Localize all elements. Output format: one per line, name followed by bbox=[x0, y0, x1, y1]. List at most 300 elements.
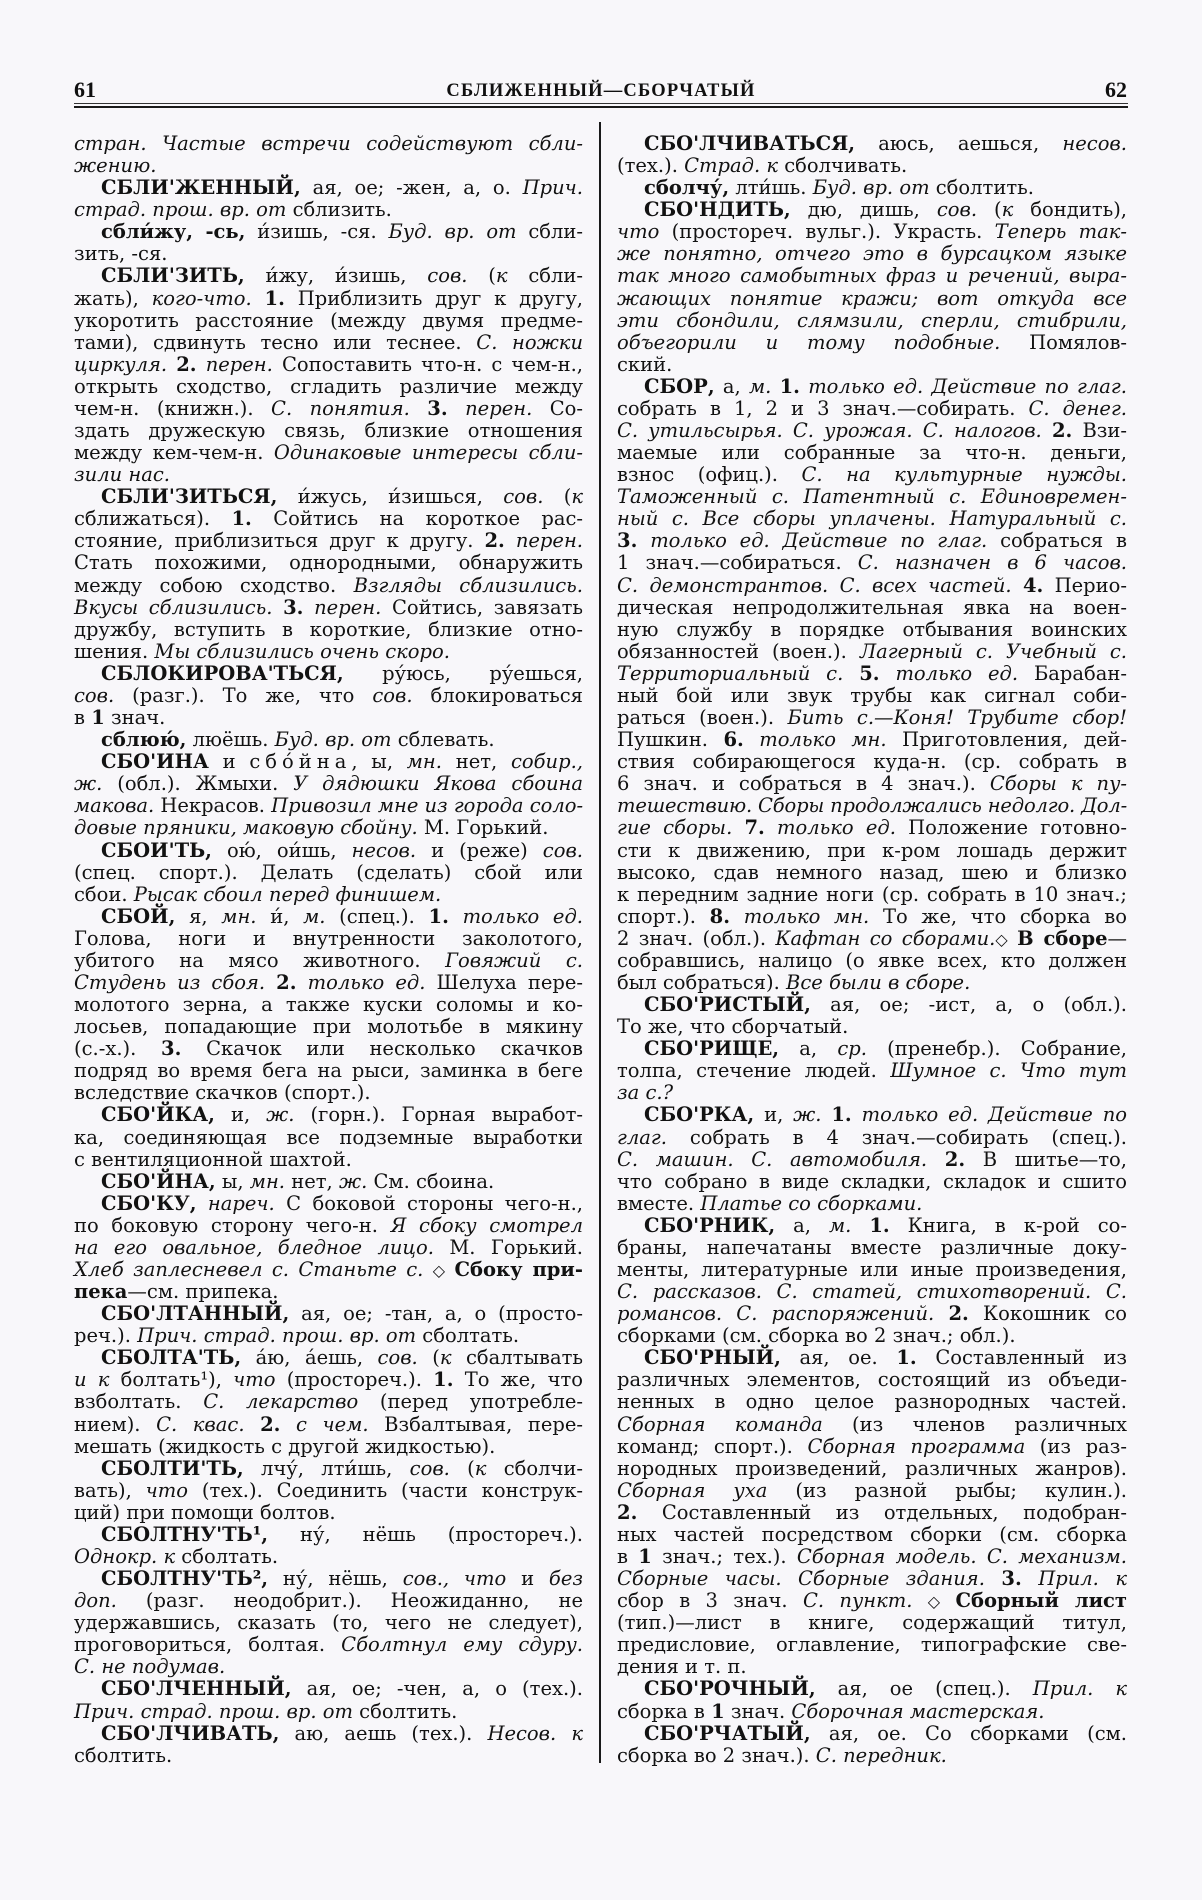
italic-text: С. понятия. bbox=[271, 396, 410, 420]
regular-text: Голова, ноги и внутренности заколотого, bbox=[74, 926, 583, 950]
regular-text: (с.-х.). bbox=[74, 1037, 162, 1061]
text-line bbox=[74, 1259, 583, 1281]
regular-text: ( bbox=[417, 1346, 440, 1370]
regular-text: ненных в одно целое разнородных частей. bbox=[617, 1390, 1128, 1414]
regular-text: здать дружескую связь, близкие отношения bbox=[74, 419, 583, 443]
regular-text: зить, -ся. bbox=[74, 242, 168, 266]
line-content bbox=[101, 1302, 583, 1325]
regular-text bbox=[730, 905, 744, 928]
bold-text: 1. bbox=[869, 1213, 890, 1237]
regular-text: болтать¹), bbox=[109, 1368, 234, 1392]
regular-text: что собрано в виде складки, складок и сшито bbox=[617, 1169, 1127, 1193]
regular-text: (горн.). Горная выработ- bbox=[294, 1103, 584, 1127]
entry-start-line bbox=[617, 376, 1127, 398]
text-line bbox=[617, 1060, 1127, 1082]
bold-text: 1. bbox=[428, 904, 449, 928]
bold-text: сблюю́, bbox=[101, 728, 187, 752]
page-number-left: 61 bbox=[74, 77, 96, 102]
text-line bbox=[74, 1237, 583, 1259]
italic-text: Буд. вр. от bbox=[274, 728, 392, 752]
line-content bbox=[74, 242, 167, 265]
bold-text: СБО'ЛТАННЫЙ, bbox=[101, 1302, 290, 1326]
regular-text bbox=[637, 529, 650, 552]
line-content bbox=[617, 353, 672, 376]
text-line bbox=[74, 420, 583, 442]
regular-text: с вентиляционной шахтой. bbox=[74, 1147, 352, 1171]
italic-text: ж. bbox=[338, 1169, 368, 1193]
text-line bbox=[74, 685, 583, 707]
line-content bbox=[617, 1192, 922, 1215]
text-line bbox=[617, 398, 1127, 420]
italic-text: Буд. вр. от bbox=[388, 220, 517, 244]
text-line bbox=[617, 1502, 1127, 1524]
line-content bbox=[101, 1346, 583, 1369]
text-line bbox=[74, 1149, 583, 1171]
italic-text: Бить с.—Коня! Трубите сбор! bbox=[787, 706, 1128, 730]
italic-text: Буд. вр. от bbox=[812, 176, 930, 200]
regular-text: , ы, bbox=[351, 750, 407, 774]
line-content bbox=[101, 1457, 583, 1480]
entry-start-line bbox=[74, 729, 583, 751]
line-content bbox=[74, 309, 583, 332]
line-content bbox=[101, 1722, 583, 1745]
italic-text: с чем. bbox=[296, 1412, 369, 1436]
line-content bbox=[617, 1523, 1127, 1546]
text-line bbox=[617, 1082, 1127, 1104]
bold-text: пека bbox=[74, 1280, 128, 1304]
line-content bbox=[101, 1103, 583, 1126]
regular-text: 6 знач. и собраться в 4 знач.). bbox=[617, 772, 990, 796]
bold-text: СБО'ЛЧИВАТЬ, bbox=[101, 1721, 280, 1745]
italic-text: м. bbox=[748, 374, 772, 398]
bold-text: Сбоку при- bbox=[454, 1257, 583, 1281]
line-content bbox=[74, 706, 165, 729]
regular-text: Стать похожими, однородными, обнаружить bbox=[74, 551, 583, 575]
running-head: СБЛИЖЕННЫЙ—СБОРЧАТЫЙ bbox=[446, 81, 756, 101]
regular-text: вследствие скачков (спорт.). bbox=[74, 1081, 371, 1105]
regular-text: М. Горький. bbox=[433, 1235, 583, 1259]
entry-start-line bbox=[74, 1458, 583, 1480]
regular-text: ая, ое. bbox=[780, 1346, 897, 1370]
line-content bbox=[74, 1236, 583, 1259]
text-line bbox=[74, 1656, 583, 1678]
text-line bbox=[617, 729, 1127, 751]
line-content bbox=[74, 1589, 583, 1612]
regular-text bbox=[1008, 927, 1017, 950]
regular-text: ая, ое; -чен, а, о (тех.). bbox=[291, 1677, 583, 1701]
text-line bbox=[617, 530, 1127, 552]
header-rule-thick bbox=[74, 106, 1128, 108]
regular-text: ( bbox=[449, 1456, 475, 1480]
regular-text: ы, bbox=[215, 1169, 250, 1193]
entry-start-line bbox=[74, 1171, 583, 1193]
regular-text bbox=[410, 397, 427, 420]
regular-text bbox=[940, 1589, 955, 1612]
entry-start-line bbox=[617, 199, 1127, 221]
bold-text: СБО'РЧАТЫЙ, bbox=[644, 1721, 811, 1745]
regular-text: жать), bbox=[74, 286, 152, 310]
italic-text: только ед. Действие по bbox=[861, 1103, 1127, 1127]
italic-text: довые пряники, маковую сбойну. bbox=[74, 816, 418, 840]
bold-text: СБО'РИЩЕ, bbox=[644, 1037, 780, 1061]
line-content bbox=[74, 353, 583, 376]
regular-text: Сопоставить что-н. с чем-н., bbox=[272, 352, 584, 376]
bold-text: сболчу́, bbox=[644, 176, 730, 200]
regular-text: (пренебр.). Собрание, bbox=[866, 1037, 1127, 1061]
italic-text: Сборная программа bbox=[807, 1434, 1026, 1458]
italic-text: страд. прош. вр. от bbox=[74, 198, 287, 222]
italic-text: С. машин. С. автомобиля. bbox=[617, 1147, 928, 1171]
line-content bbox=[74, 1037, 583, 1060]
bold-text: СБО'КУ, bbox=[101, 1191, 197, 1215]
regular-text: сбли- bbox=[516, 220, 583, 244]
text-line bbox=[74, 442, 583, 464]
italic-text: Сборные часы. Сборные здания. bbox=[617, 1567, 985, 1591]
line-content bbox=[101, 1677, 583, 1700]
line-content bbox=[617, 1236, 1127, 1259]
regular-text: (простореч. вульг.). Украсть. bbox=[659, 220, 995, 244]
line-content bbox=[617, 1081, 673, 1104]
spaced-text: сбо́йна bbox=[249, 750, 352, 774]
line-content bbox=[74, 861, 583, 884]
line-content bbox=[617, 441, 1127, 464]
text-line bbox=[617, 641, 1127, 663]
italic-text: к bbox=[474, 1456, 487, 1480]
entry-start-line bbox=[74, 1524, 583, 1546]
regular-text bbox=[843, 662, 859, 685]
line-content bbox=[617, 618, 1127, 641]
italic-text: Одинаковые интересы сбли- bbox=[273, 441, 583, 465]
regular-text: 1 знач.—собираться. bbox=[617, 551, 858, 575]
regular-text bbox=[297, 971, 308, 994]
text-line bbox=[617, 332, 1127, 354]
italic-text: Прич. страд. прош. вр. от bbox=[137, 1324, 417, 1348]
line-content bbox=[101, 839, 583, 862]
regular-text: и́зишь, -ся. bbox=[245, 220, 389, 244]
regular-text: аю, аешь (тех.). bbox=[279, 1721, 488, 1745]
italic-text: перен. bbox=[314, 595, 382, 619]
entry-start-line bbox=[74, 1723, 583, 1745]
text-line bbox=[74, 1281, 583, 1303]
text-line bbox=[617, 575, 1127, 597]
line-content bbox=[617, 242, 1127, 265]
regular-text: шения. bbox=[74, 639, 155, 663]
regular-text bbox=[822, 1103, 832, 1126]
line-content bbox=[617, 883, 1127, 906]
bold-text: 3. bbox=[1001, 1567, 1022, 1591]
line-content bbox=[617, 331, 1127, 354]
text-line bbox=[74, 773, 583, 795]
regular-text: Скачок или несколько скачков bbox=[181, 1037, 583, 1061]
regular-text: ций) при помощи болтов. bbox=[74, 1500, 336, 1524]
italic-text: нареч. bbox=[207, 1191, 275, 1215]
regular-text: сблевать. bbox=[391, 728, 495, 752]
regular-text: нет, bbox=[441, 750, 511, 774]
bold-text: 2. bbox=[176, 352, 197, 376]
italic-text: С. на культурные нужды. bbox=[801, 463, 1127, 487]
bold-text: СБОЛТИ'ТЬ, bbox=[101, 1456, 244, 1480]
line-content bbox=[74, 883, 441, 906]
regular-text bbox=[771, 375, 779, 398]
text-line bbox=[617, 906, 1127, 928]
regular-text: и́жу, и́зишь, bbox=[244, 264, 428, 288]
italic-text: только ед. bbox=[777, 816, 896, 840]
regular-text: а, bbox=[714, 374, 749, 398]
regular-text bbox=[272, 596, 283, 619]
text-line bbox=[74, 1745, 583, 1767]
text-line bbox=[617, 707, 1127, 729]
line-content bbox=[617, 1280, 1127, 1303]
regular-text: ( bbox=[467, 264, 496, 288]
text-line bbox=[74, 1634, 583, 1656]
italic-text: мн. bbox=[221, 904, 257, 928]
italic-text: что bbox=[617, 220, 660, 244]
line-content bbox=[617, 1611, 1127, 1634]
bold-text: 1. bbox=[231, 507, 252, 531]
text-line bbox=[74, 1060, 583, 1082]
line-content bbox=[101, 1192, 583, 1215]
text-line bbox=[617, 464, 1127, 486]
regular-text: ну́, нёшь, bbox=[268, 1567, 403, 1591]
line-content bbox=[74, 1214, 583, 1237]
regular-text: а, bbox=[779, 1037, 838, 1061]
regular-text: То же, что bbox=[453, 1368, 583, 1392]
entry-start-line bbox=[74, 1193, 583, 1215]
line-content bbox=[617, 1545, 1127, 1568]
italic-text: м. bbox=[828, 1213, 852, 1237]
line-content bbox=[617, 1435, 1127, 1458]
italic-text: зили нас. bbox=[74, 463, 170, 487]
italic-text: эти сбондили, слямзили, сперли, стибрили, bbox=[617, 308, 1127, 332]
text-line bbox=[617, 1281, 1127, 1303]
italic-text: романсов. С. распоряжений. bbox=[617, 1302, 935, 1326]
regular-text: (простореч.). bbox=[275, 1368, 434, 1392]
italic-text: сов., что bbox=[402, 1567, 507, 1591]
italic-text: ж. bbox=[793, 1103, 822, 1127]
line-content bbox=[644, 1722, 1127, 1745]
text-line bbox=[617, 442, 1127, 464]
regular-text: Помялов- bbox=[1000, 330, 1128, 354]
line-content bbox=[74, 154, 156, 177]
regular-text: раться (воен.). bbox=[617, 706, 788, 730]
text-line bbox=[617, 972, 1127, 994]
regular-text bbox=[732, 816, 744, 839]
text-line bbox=[617, 1436, 1127, 1458]
bold-text: 1. bbox=[433, 1368, 454, 1392]
line-content bbox=[617, 1148, 1127, 1171]
text-line bbox=[617, 1149, 1127, 1171]
regular-text: (тех.). bbox=[617, 154, 685, 178]
line-content bbox=[617, 662, 1127, 685]
italic-text: Сборная команда bbox=[617, 1412, 823, 1436]
diamond-symbol: ◇ bbox=[927, 1592, 941, 1612]
bold-text: 2. bbox=[484, 529, 505, 553]
italic-text: Шумное с. Что тут bbox=[890, 1059, 1128, 1083]
regular-text: сборками (см. сборка во 2 знач.; обл.). bbox=[617, 1324, 1016, 1348]
regular-text: ствия собирающегося куда-н. (ср. собрать в bbox=[617, 750, 1127, 774]
regular-text: и bbox=[506, 1567, 549, 1591]
entry-start-line bbox=[74, 221, 583, 243]
text-line bbox=[617, 751, 1127, 773]
italic-text: же понятно, отчего это в бурсацком языке bbox=[617, 242, 1127, 266]
text-line bbox=[617, 1568, 1127, 1590]
bold-text: СБО'ЛЧИВАТЬСЯ, bbox=[644, 132, 856, 155]
bold-text: 1 bbox=[711, 1699, 725, 1723]
regular-text: ную службу в порядке отбывания воинских bbox=[617, 617, 1127, 641]
line-content bbox=[74, 463, 170, 486]
regular-text: (из разной рыбы; кулин.). bbox=[767, 1478, 1128, 1502]
regular-text: собравшись, налицо (о явке всех, кто должен bbox=[617, 948, 1127, 972]
line-content bbox=[617, 485, 1127, 508]
regular-text bbox=[985, 1567, 1001, 1590]
text-line bbox=[74, 1612, 583, 1634]
regular-text: —см. припека. bbox=[127, 1280, 279, 1304]
entry-start-line bbox=[74, 1303, 583, 1325]
text-line bbox=[617, 862, 1127, 884]
regular-text bbox=[197, 1192, 208, 1215]
text-line bbox=[617, 1745, 1127, 1767]
text-line bbox=[617, 663, 1127, 685]
line-content bbox=[74, 1479, 583, 1502]
italic-text: Территориальный с. bbox=[617, 661, 844, 685]
text-line bbox=[74, 332, 583, 354]
regular-text: 2 знач. (обл.). bbox=[617, 926, 776, 950]
text-line bbox=[74, 641, 583, 663]
line-content bbox=[74, 927, 583, 950]
regular-text: нет, bbox=[285, 1169, 339, 1193]
text-line bbox=[617, 884, 1127, 906]
regular-text: молотого зерна, а также куски соломы и ко- bbox=[74, 993, 583, 1017]
regular-text: (обл.). Жмыхи. bbox=[102, 772, 294, 796]
italic-text: мн. bbox=[249, 1169, 286, 1193]
bold-text: 3. bbox=[427, 396, 448, 420]
entry-start-line bbox=[617, 1215, 1127, 1237]
regular-text: и, bbox=[214, 1103, 267, 1127]
entry-start-line bbox=[617, 1678, 1127, 1700]
line-content bbox=[617, 706, 1127, 729]
line-content bbox=[644, 176, 1034, 199]
text-line bbox=[617, 1369, 1127, 1391]
italic-text: Говяжий с. bbox=[445, 948, 584, 972]
bold-text: 2. bbox=[948, 1302, 969, 1326]
line-content bbox=[101, 750, 583, 773]
italic-text: несов. bbox=[351, 838, 417, 862]
regular-text: (разг.). То же, что bbox=[114, 683, 373, 707]
italic-text: Привозил мне из города соло- bbox=[271, 794, 584, 818]
text-line bbox=[74, 1546, 583, 1568]
italic-text: С. лекарство bbox=[203, 1390, 359, 1414]
bold-text: 2. bbox=[1051, 419, 1073, 443]
regular-text: между собою сходство. bbox=[74, 573, 354, 597]
regular-text: нородных произведений, различных жанров). bbox=[617, 1456, 1127, 1480]
regular-text: Перио- bbox=[1043, 573, 1127, 597]
text-line bbox=[74, 1325, 583, 1347]
entry-start-line bbox=[617, 1347, 1127, 1369]
line-content bbox=[74, 529, 583, 552]
bold-text: 8. bbox=[709, 904, 730, 928]
italic-text: только ед. Действие по глаг. bbox=[650, 529, 988, 553]
text-line bbox=[74, 1215, 583, 1237]
text-line bbox=[617, 928, 1127, 950]
text-line bbox=[617, 486, 1127, 508]
text-line bbox=[74, 1480, 583, 1502]
italic-text: Теперь так- bbox=[994, 220, 1127, 244]
line-content bbox=[617, 1589, 1127, 1612]
regular-text: ных частей посредством сборки (см. сборка bbox=[617, 1522, 1127, 1546]
text-line bbox=[74, 1127, 583, 1149]
entry-start-line bbox=[74, 1104, 583, 1126]
line-content bbox=[644, 1346, 1127, 1369]
italic-text: Страд. к bbox=[684, 154, 779, 178]
bold-text: 3. bbox=[161, 1037, 182, 1061]
line-content bbox=[74, 1324, 519, 1347]
regular-text: То же, что сборка во bbox=[869, 904, 1127, 928]
regular-text: (тех.). Соединить (части конструк- bbox=[188, 1478, 584, 1502]
regular-text: а, bbox=[775, 1213, 829, 1237]
line-content bbox=[644, 1037, 1127, 1060]
regular-text bbox=[852, 1103, 862, 1126]
regular-text: собрать в 1, 2 и 3 знач.—собирать. bbox=[617, 396, 1029, 420]
text-line bbox=[74, 155, 583, 177]
bold-text: 1. bbox=[779, 374, 800, 398]
italic-text: тешествию. Сборы продолжались недолго. Дол- bbox=[617, 794, 1127, 818]
regular-text: сблизить. bbox=[286, 198, 392, 222]
italic-text: Прил. к bbox=[1032, 1677, 1127, 1701]
bold-text: 1. bbox=[264, 286, 285, 310]
line-content bbox=[74, 1611, 583, 1634]
regular-text: сболтать. bbox=[175, 1545, 279, 1568]
italic-text: Сборочная мастерская. bbox=[791, 1699, 1045, 1723]
bold-text: 2. bbox=[617, 1500, 638, 1524]
regular-text: в bbox=[74, 706, 92, 730]
line-content bbox=[74, 1148, 352, 1171]
line-content bbox=[74, 684, 583, 707]
line-content bbox=[74, 993, 583, 1016]
regular-text: В шитье—то, bbox=[965, 1147, 1127, 1171]
header-rule-thin bbox=[74, 103, 1128, 104]
regular-text bbox=[245, 1413, 261, 1436]
bold-text: Сборный лист bbox=[955, 1589, 1127, 1613]
regular-text: проговориться, болтая. bbox=[74, 1633, 342, 1657]
line-content bbox=[74, 794, 583, 817]
line-content bbox=[74, 816, 548, 839]
italic-text: к bbox=[1001, 198, 1014, 222]
line-content bbox=[617, 529, 1127, 552]
italic-text: без bbox=[548, 1567, 583, 1591]
regular-text: собраться в bbox=[987, 529, 1128, 553]
line-content bbox=[74, 1501, 336, 1524]
regular-text: аюсь, аешься, bbox=[855, 132, 1063, 155]
bold-text: 2. bbox=[944, 1147, 966, 1171]
regular-text: То же, что сборчатый. bbox=[617, 1015, 849, 1039]
text-line bbox=[617, 1325, 1127, 1347]
regular-text: ( bbox=[543, 485, 572, 509]
entry-start-line bbox=[617, 177, 1127, 199]
regular-text: укоротить расстояние (между двумя предме- bbox=[74, 308, 583, 332]
line-content bbox=[101, 1170, 494, 1193]
text-line bbox=[617, 508, 1127, 530]
regular-text: ру́юсь, ру́ешься, bbox=[343, 661, 583, 685]
text-line bbox=[74, 950, 583, 972]
regular-text bbox=[252, 287, 265, 310]
regular-text: дическая непродолжительная явка на воен- bbox=[617, 595, 1127, 619]
italic-text: жению. bbox=[74, 154, 157, 178]
text-line bbox=[617, 817, 1127, 839]
bold-text: В сборе bbox=[1017, 926, 1108, 950]
line-content bbox=[617, 419, 1127, 442]
line-content bbox=[617, 1059, 1127, 1082]
line-content bbox=[74, 287, 583, 310]
